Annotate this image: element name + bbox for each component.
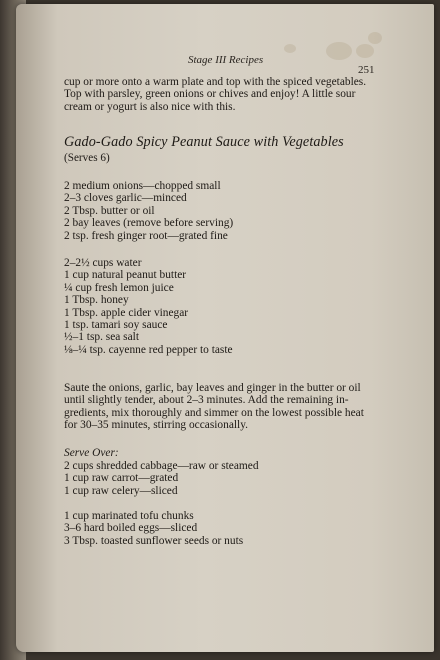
instruction-line: for 30–35 minutes, stirring occasionally. <box>64 419 249 432</box>
serve-over-item: 2 cups shredded cabbage—raw or steamed <box>64 460 259 472</box>
ingredient-item: 2–2½ cups water <box>64 257 142 269</box>
ingredient-item: 2–3 cloves garlic—minced <box>64 192 187 205</box>
recipe-title: Gado-Gado Spicy Peanut Sauce with Vegetables <box>64 134 344 150</box>
ingredient-item: 1 Tbsp. honey <box>64 294 129 307</box>
serve-over-list-2 <box>64 510 243 547</box>
intro-paragraph <box>64 76 400 113</box>
ingredient-list-1 <box>64 180 233 242</box>
instruction-line: gredients, mix thoroughly and simmer on the lowest possible heat <box>64 406 364 419</box>
page-number: 251 <box>358 64 375 76</box>
page-stain <box>356 44 374 58</box>
ingredient-item: 1 Tbsp. apple cider vinegar <box>64 306 189 319</box>
serve-over-list-1 <box>64 460 259 497</box>
page-stain <box>284 44 296 53</box>
intro-line: Top with parsley, green onions or chives and enjoy! A little sour <box>64 88 356 101</box>
intro-line: cream or yogurt is also nice with this. <box>64 100 236 113</box>
serve-over-item: 1 cup raw celery—sliced <box>64 484 178 497</box>
serve-over-item: 3–6 hard boiled eggs—sliced <box>64 522 198 535</box>
serve-over-heading: Serve Over: <box>64 447 119 459</box>
ingredient-item: ½–1 tsp. sea salt <box>64 331 139 344</box>
page-stain <box>326 42 352 60</box>
instruction-line: until slightly tender, about 2–3 minutes. Add the remaining in- <box>64 394 349 407</box>
instructions-paragraph <box>64 382 402 432</box>
ingredient-item: ⅛–¼ tsp. cayenne red pepper to taste <box>64 343 233 356</box>
instruction-line: Saute the onions, garlic, bay leaves and ginger in the butter or oil <box>64 382 361 394</box>
recipe-serves: (Serves 6) <box>64 152 110 164</box>
ingredient-item: ¼ cup fresh lemon juice <box>64 281 174 294</box>
serve-over-item: 1 cup marinated tofu chunks <box>64 510 194 522</box>
ingredient-item: 1 tsp. tamari soy sauce <box>64 318 168 331</box>
serve-over-item: 1 cup raw carrot—grated <box>64 472 179 485</box>
ingredient-item: 2 medium onions—chopped small <box>64 180 221 192</box>
ingredient-item: 2 Tbsp. butter or oil <box>64 204 155 217</box>
running-title: Stage III Recipes <box>188 54 264 66</box>
serve-over-item: 3 Tbsp. toasted sunflower seeds or nuts <box>64 534 244 547</box>
page-stain <box>368 32 382 44</box>
intro-line: cup or more onto a warm plate and top with the spiced vegetables. <box>64 76 367 88</box>
ingredient-list-2 <box>64 257 233 356</box>
ingredient-item: 2 tsp. fresh ginger root—grated fine <box>64 229 228 242</box>
ingredient-item: 2 bay leaves (remove before serving) <box>64 217 234 230</box>
ingredient-item: 1 cup natural peanut butter <box>64 269 187 282</box>
